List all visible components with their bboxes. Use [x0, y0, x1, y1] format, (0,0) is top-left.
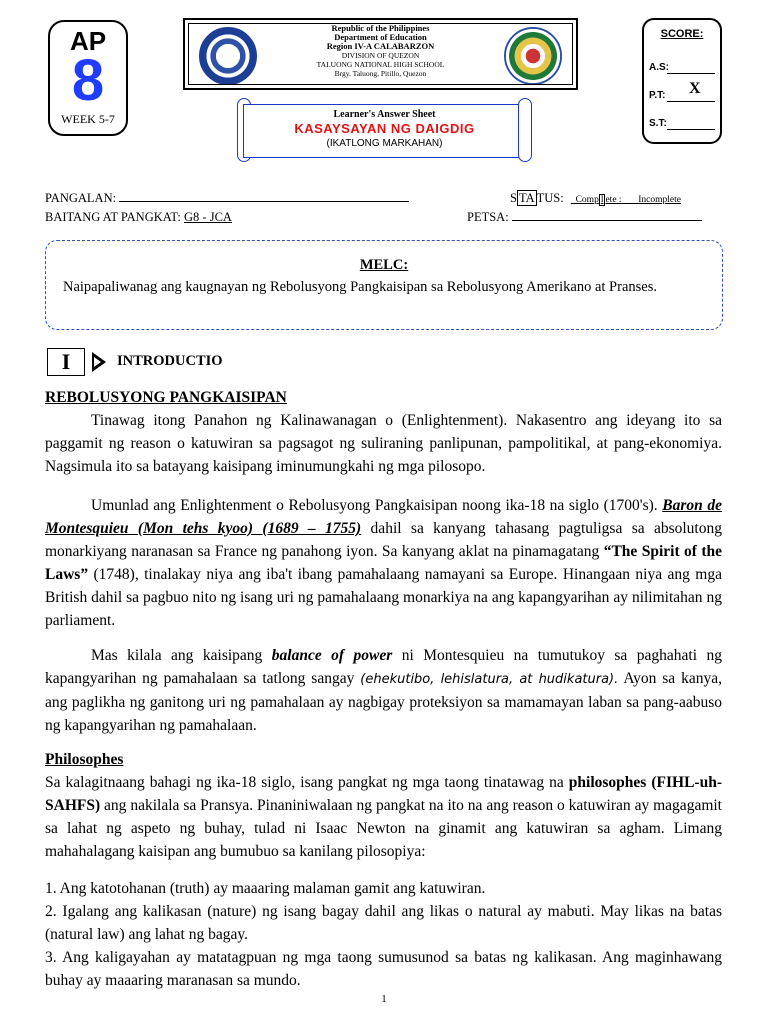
status-row: [510, 191, 681, 206]
score-title: SCORE:: [660, 28, 704, 40]
list-item: 3. Ang kaligayahan ay matatagpuan ng mga taong sumusunod sa batas ng kalikasan. Ang maginhawang buhay ay maaaring maranasan sa mundo.: [45, 949, 722, 989]
scroll-right-curl: [518, 98, 532, 162]
score-pt-value: X: [689, 80, 701, 97]
heading-philosophes: Philosophes: [45, 751, 124, 768]
score-pt-row: [649, 80, 715, 102]
balance-of-power-term: balance of power: [271, 647, 393, 664]
subject-grade-box: [48, 20, 128, 136]
header-division: DIVISION OF QUEZON: [341, 51, 420, 60]
grade-number: 8: [71, 48, 105, 113]
quarter-label: (IKATLONG MARKAHAN): [326, 138, 443, 149]
status-complete-option[interactable]: Comp l ete : Incomplete: [575, 195, 681, 205]
melc-box: [45, 240, 723, 330]
name-label: PANGALAN:: [45, 191, 117, 205]
answer-sheet-label: Learner's Answer Sheet: [333, 109, 436, 120]
list-item: 2. Igalang ang kalikasan (nature) ng isang bagay dahil ang likas o natural ay mabuti. May likas na batas (natural law) ang lahat ng bagay.: [45, 903, 722, 943]
book-title: “The Spirit of the Laws”: [45, 543, 723, 583]
grade-section-value: G8 - JCA: [184, 210, 232, 224]
status-label: S TA TUS:: [510, 191, 564, 205]
title-scroll: [243, 104, 526, 158]
score-as-label: A.S:: [649, 62, 669, 73]
paragraph-3: Mas kilala ang kaisipang balance of power ni Montesquieu na tumutukoy sa paghahati ng kapangyarihan ng pamahalaan sa tatlong sangay (ehekutibo, lehislatura, at hudikatura). Ayon sa kanya, ang paglikha ng ganitong uri ng pamahalaan ay nagbigay proteksiyon sa mamamayan laban sa pang-aabuso ng kapangyarihan ng pamahalaan.: [45, 647, 722, 734]
name-field[interactable]: [119, 191, 409, 202]
header-republic: Republic of the Philippines: [331, 23, 430, 33]
arrow-inner: [94, 357, 101, 367]
name-row: [45, 191, 409, 206]
score-pt-field[interactable]: [667, 101, 715, 102]
date-label: PETSA:: [467, 210, 509, 224]
school-header: [183, 18, 578, 90]
deped-seal-icon: [199, 27, 257, 85]
philosophes-term: philosophes: [568, 774, 647, 791]
score-as-row: [649, 62, 715, 74]
course-title: KASAYSAYAN NG DAIGDIG: [294, 121, 475, 136]
melc-body: Naipapaliwanag ang kaugnayan ng Rebolusyong Pangkaisipan sa Rebolusyong Amerikano at Pranses.: [63, 279, 657, 295]
date-row: [467, 210, 702, 225]
score-st-label: S.T:: [649, 118, 667, 129]
melc-title: MELC:: [359, 257, 409, 273]
philosophy-list: [45, 877, 722, 992]
heading-rebolusyong-pangkaisipan: REBOLUSYONG PANGKAISIPAN: [45, 389, 287, 406]
page-number: 1: [381, 993, 387, 1005]
header-text: [265, 24, 496, 78]
score-st-row: [649, 118, 715, 130]
school-seal-icon: [504, 27, 562, 85]
montesquieu-name: Baron de Montesquieu (Mon tehs kyoo) (1689 – 1755): [45, 497, 723, 537]
section-title: INTRODUCTIO: [117, 353, 223, 369]
header-department: Department of Education: [334, 32, 427, 42]
list-item: 1. Ang katotohanan (truth) ay maaaring malaman gamit ang katuwiran.: [45, 880, 486, 897]
date-field[interactable]: [512, 210, 702, 221]
philosophes-pronunciation: (FIHL-uh-SAHFS): [45, 774, 722, 814]
header-school: TALUONG NATIONAL HIGH SCHOOL: [316, 60, 445, 69]
score-st-field[interactable]: [667, 129, 715, 130]
paragraph-1: Tinawag itong Panahon ng Kalinawanagan o (Enlightenment). Nakasentro ang ideyang ito sa paggamit ng reason o katuwiran sa pagsagot ng suliraning panlipunan, pampolitikal, at pang-ekonomiya. Nagsimula ito sa batayang kaisipang iminumungkahi ng mga pilosopo.: [45, 412, 722, 475]
week-label: WEEK 5-7: [61, 112, 115, 126]
header-address: Brgy. Taluong, Pitillo, Quezon: [334, 69, 427, 78]
paragraph-2: Umunlad ang Enlightenment o Rebolusyong Pangkaisipan noong ika-18 na siglo (1700's). Baron de Montesquieu (Mon tehs kyoo) (1689 – 1755) dahil sa kanyang tahasang pagtuligsa sa absolutong monarkiyang naranasan sa France ng panahong iyon. Sa kanyang aklat na pinamagatang “The Spirit of the Laws” (1748), tinalakay niya ang iba't ibang pamahalaang namayani sa Europe. Hinangaan niya ang mga British dahil sa pagbuo nito ng isang uri ng pamahalaang monarkiya na ang kapangyarihan ay nilimitahan ng parliament.: [45, 497, 723, 629]
subject-code: AP: [69, 26, 107, 56]
branches-of-government: (ehekutibo, lehislatura, at hudikatura).: [360, 672, 619, 687]
score-box: [642, 18, 722, 144]
grade-section-label: BAITANG AT PANGKAT:: [45, 210, 181, 224]
paragraph-4: Sa kalagitnaang bahagi ng ika-18 siglo, isang pangkat ng mga taong tinatawag na philosophes (FIHL-uh-SAHFS) ang nakilala sa Pransya. Pinaniniwalaan ng pangkat na ito na ang reason o katuwiran ay magagamit sa lahat ng aspeto ng buhay, tulad ni Isaac Newton na ginamit ang katuwiran sa agham. Limang mahahalagang kaisipan ang bumubuo sa kanilang pilosopiya:: [45, 774, 722, 860]
header-region: Region IV-A CALABARZON: [326, 41, 435, 51]
score-as-field[interactable]: [667, 73, 715, 74]
score-pt-label: P.T:: [649, 90, 666, 101]
grade-section-row: [45, 210, 232, 225]
section-number: I: [47, 348, 85, 376]
